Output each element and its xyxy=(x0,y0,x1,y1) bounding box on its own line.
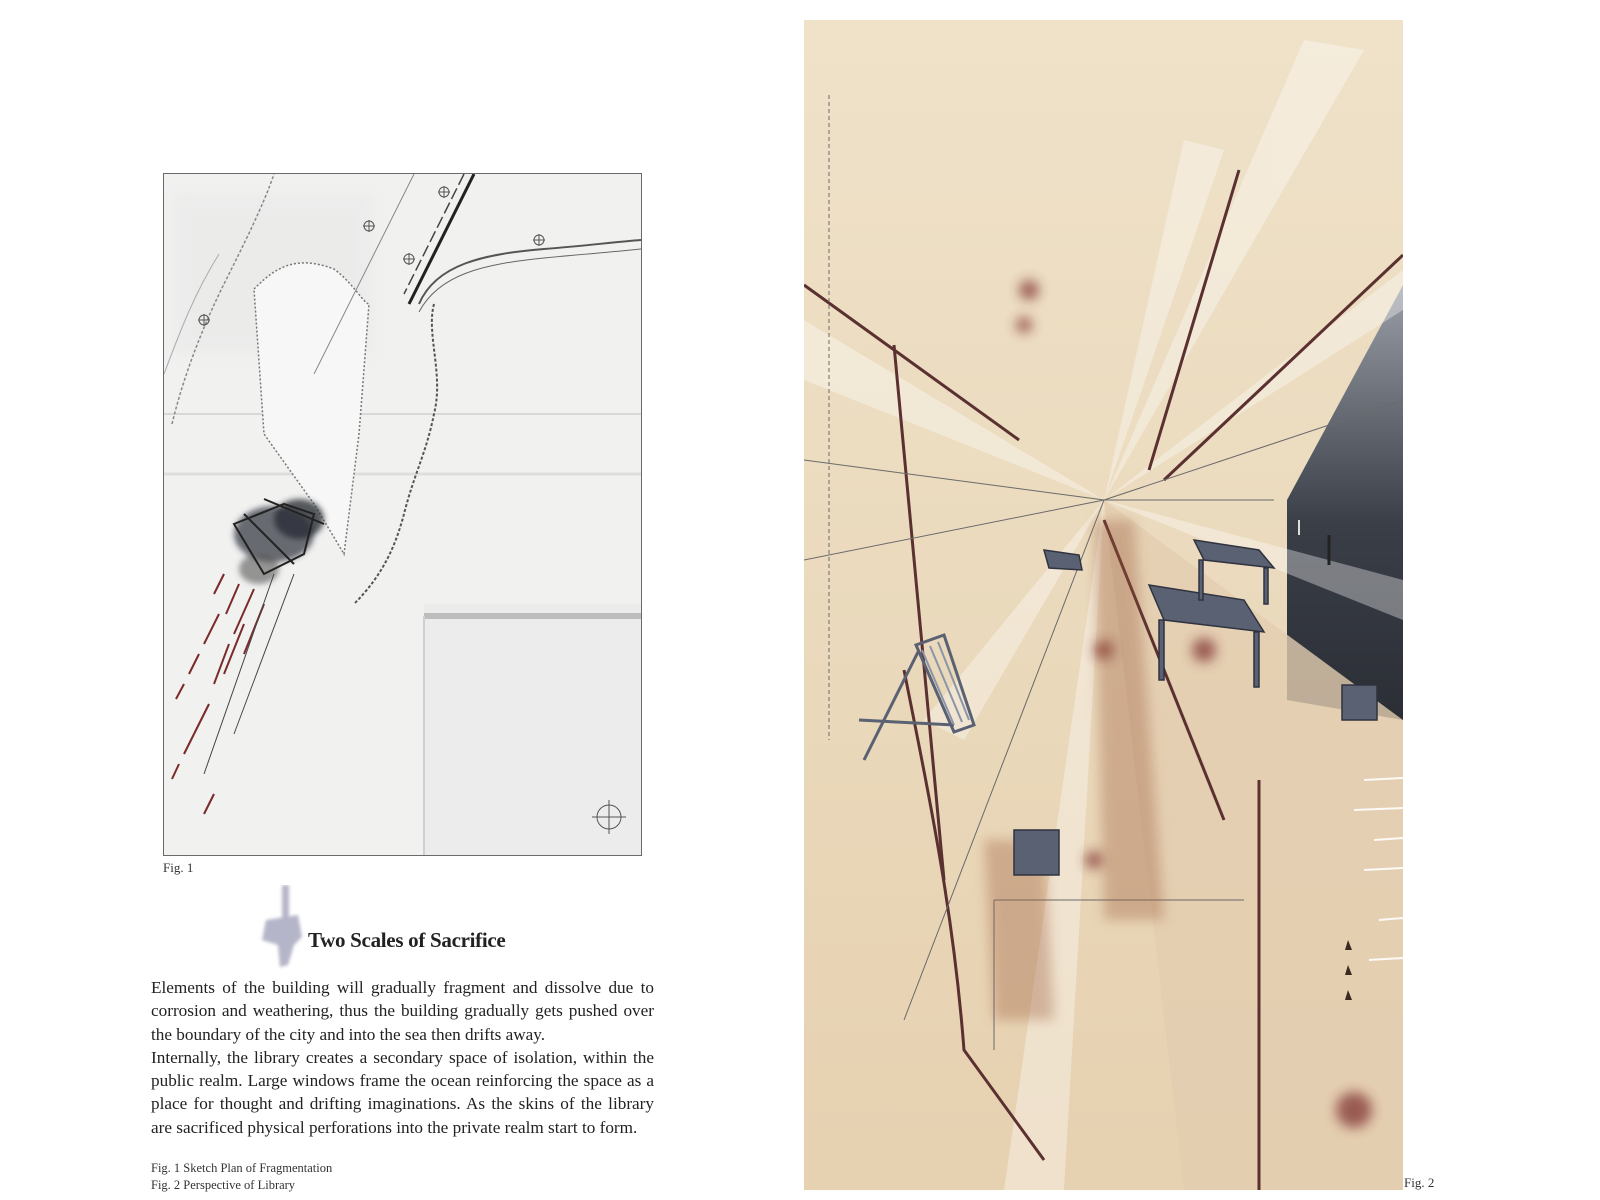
sketch-plan-drawing xyxy=(164,174,641,855)
caption-fig-2: Fig. 2 Perspective of Library xyxy=(151,1178,296,1192)
figure-2-perspective xyxy=(804,20,1403,1190)
section-heading xyxy=(258,885,678,975)
caption-fig-1: Fig. 1 Sketch Plan of Fragmentation xyxy=(151,1161,333,1175)
paragraph-2: Internally, the library creates a secondary space of isolation, within the public realm. Large windows frame the ocean reinforcing the space as a place for thought and drifting imaginations. As the skins of the library are sacrificed physical perforations into the private realm start to form. xyxy=(151,1047,654,1137)
figure-1-label: Fig. 1 xyxy=(163,860,194,875)
section-body xyxy=(151,976,654,1139)
perspective-drawing xyxy=(804,20,1403,1190)
figure-2-label: Fig. 2 xyxy=(1404,1175,1435,1190)
figure-fragment-icon xyxy=(258,885,308,975)
section-title: Two Scales of Sacrifice xyxy=(308,928,506,952)
figure-captions xyxy=(151,1160,332,1194)
figure-1-sketch-plan xyxy=(163,173,642,856)
paragraph-1: Elements of the building will gradually fragment and dissolve due to corrosion and weathering, thus the building gradually gets pushed over the boundary of the city and into the sea then drifts away. xyxy=(151,978,654,1044)
